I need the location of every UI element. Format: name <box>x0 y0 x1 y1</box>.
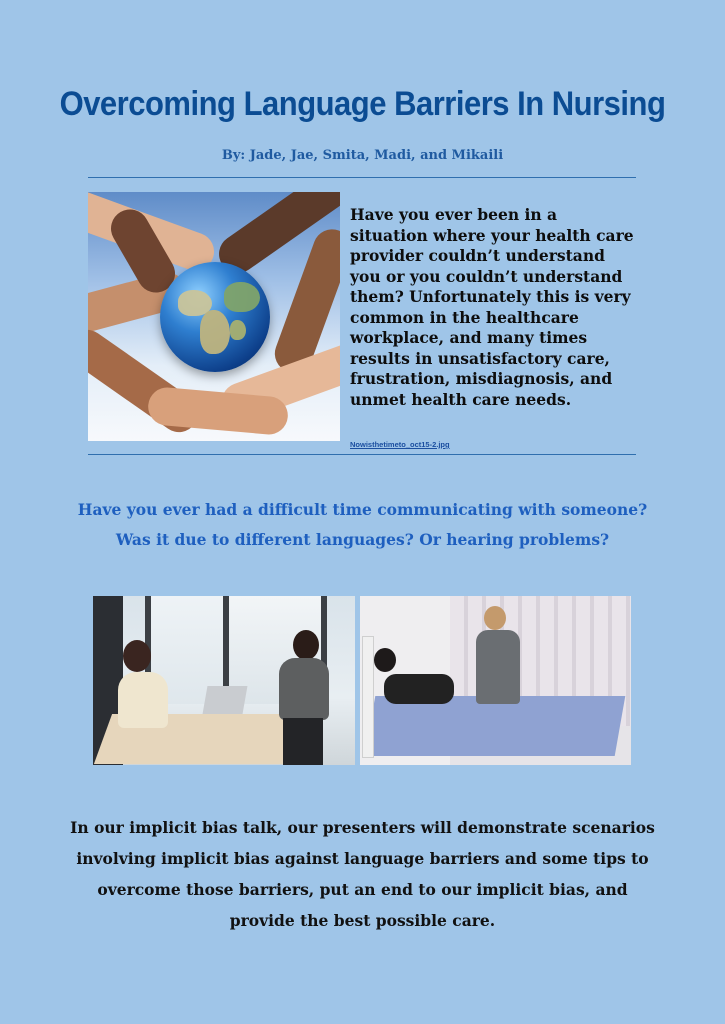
question-line-2: Was it due to different languages? Or hearing problems? <box>115 530 610 549</box>
closing-paragraph: In our implicit bias talk, our presenters will demonstrate scenarios involving implicit bias against language barriers and some tips to overcome those barriers, put an end to our implicit bias, and provide the best possible care. <box>70 818 655 930</box>
page-title: Overcoming Language Barriers In Nursing <box>59 83 666 124</box>
author-byline: By: Jade, Jae, Smita, Madi, and Mikaili <box>221 148 504 163</box>
question-line-1: Have you ever had a difficult time communicating with someone? <box>77 500 648 519</box>
divider-middle <box>88 454 636 455</box>
intro-paragraph: Have you ever been in a situation where your health care provider couldn’t understand you or you couldn’t understand them? Unfortunately this is very common in the healthcare workplace, and many times results in unsatisfactory care, frustration, misdiagnosis, and unmet health care needs. <box>350 205 634 409</box>
hospital-bed-photo <box>360 596 631 765</box>
hands-globe-image <box>88 192 340 441</box>
consultation-room-photo <box>93 596 355 765</box>
globe-icon <box>160 262 270 372</box>
divider-top <box>88 177 636 178</box>
image-source-link[interactable]: Nowisthetimeto_oct15-2.jpg <box>350 440 450 449</box>
